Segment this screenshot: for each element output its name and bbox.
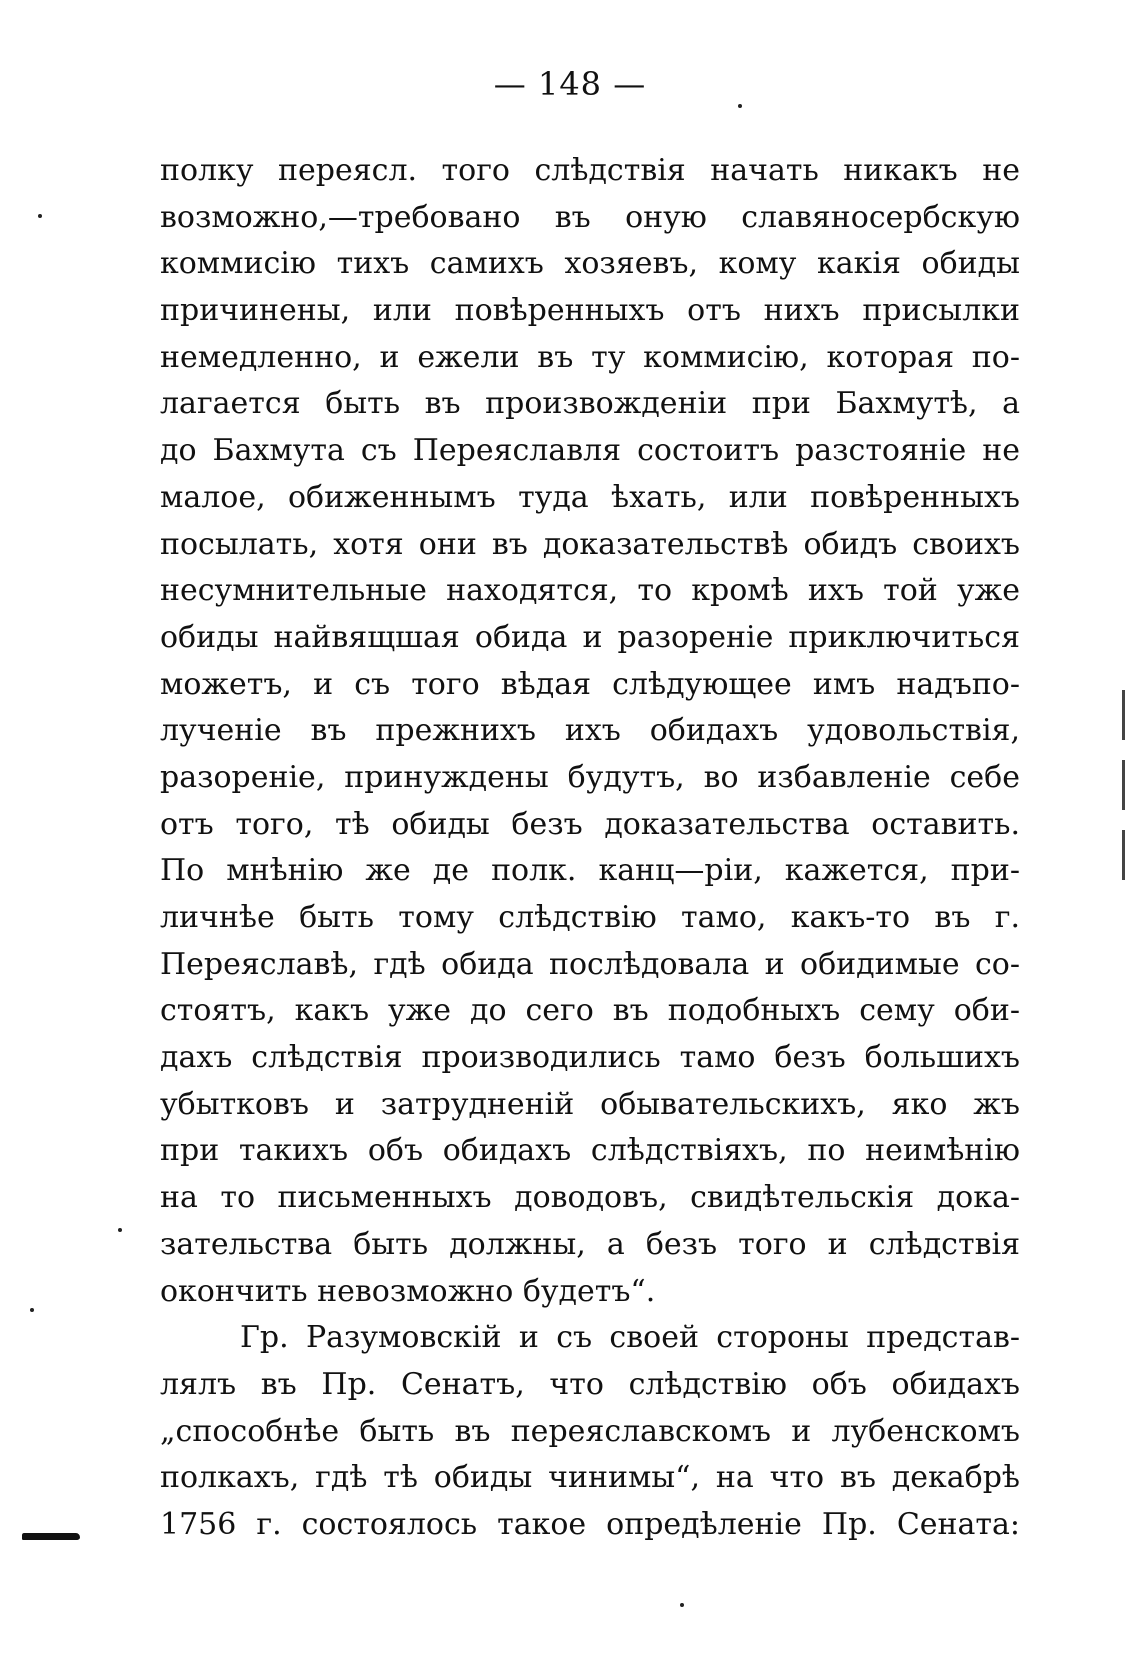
text-line: коммисію тихъ самихъ хозяевъ, кому какія обиды: [160, 246, 1020, 282]
text-line: возможно,—требовано въ оную славяносербскую: [160, 199, 1020, 235]
ink-speck: [38, 214, 42, 218]
text-line: малое, обиженнымъ туда ѣхать, или повѣренныхъ: [160, 479, 1020, 515]
margin-line: [1122, 690, 1125, 740]
page-text: [160, 148, 1020, 1549]
text-line: несумнительные находятся, то кромѣ ихъ той уже: [160, 573, 1020, 609]
ink-speck: [680, 1603, 684, 1607]
text-line: обиды найвящшая обида и разореніе приключиться: [160, 619, 1020, 655]
ink-mark: [22, 1533, 80, 1540]
text-line: убытковъ и затрудненій обывательскихъ, яко жъ: [160, 1086, 1020, 1122]
ink-speck: [118, 1228, 122, 1232]
text-line: можетъ, и съ того вѣдая слѣдующее имъ надъпо-: [160, 666, 1020, 702]
text-line: лученіе въ прежнихъ ихъ обидахъ удовольствія,: [160, 713, 1020, 749]
margin-line: [1122, 760, 1125, 810]
text-line: причинены, или повѣренныхъ отъ нихъ присылки: [160, 293, 1020, 329]
text-line: Переяславѣ, гдѣ обида послѣдовала и обидимые со-: [160, 946, 1020, 982]
paragraph-first-line: Гр. Разумовскій и съ своей стороны представ-: [240, 1320, 1020, 1356]
text-line: полку переясл. того слѣдствія начать никакъ не: [160, 153, 1020, 188]
text-line: полкахъ, гдѣ тѣ обиды чинимы“, на что въ декабрѣ: [160, 1460, 1020, 1496]
text-line: немедленно, и ежели въ ту коммисію, которая по-: [160, 339, 1020, 375]
ink-speck: [738, 104, 742, 108]
text-line: посылать, хотя они въ доказательствѣ обидъ своихъ: [160, 526, 1020, 562]
text-line: отъ того, тѣ обиды безъ доказательства оставить.: [160, 806, 1020, 842]
text-line: лялъ въ Пр. Сенатъ, что слѣдствію объ обидахъ: [160, 1366, 1020, 1402]
text-line: дахъ слѣдствія производились тамо безъ большихъ: [160, 1040, 1020, 1076]
ink-speck: [30, 1308, 34, 1312]
text-line: окончить невозможно будетъ“.: [160, 1273, 656, 1309]
text-line: разореніе, принуждены будутъ, во избавленіе себе: [160, 759, 1020, 795]
text-line: По мнѣнію же де полк. канц—ріи, кажется, при-: [160, 853, 1020, 889]
page-number: — 148 —: [493, 65, 647, 103]
margin-line: [1122, 830, 1125, 880]
text-line: до Бахмута съ Переяславля состоитъ разстояніе не: [160, 433, 1020, 469]
text-line: 1756 г. состоялось такое опредѣленіе Пр. Сената:: [160, 1506, 1020, 1542]
text-line: на то письменныхъ доводовъ, свидѣтельскія дока-: [160, 1180, 1020, 1216]
text-line: зательства быть должны, а безъ того и слѣдствія: [160, 1226, 1020, 1262]
text-line: личнѣе быть тому слѣдствію тамо, какъ-то въ г.: [160, 900, 1020, 935]
text-line: лагается быть въ произвожденіи при Бахмутѣ, а: [160, 386, 1020, 422]
text-line: „способнѣе быть въ переяславскомъ и лубенскомъ: [160, 1413, 1020, 1449]
text-line: при такихъ объ обидахъ слѣдствіяхъ, по неимѣнію: [160, 1133, 1020, 1169]
text-line: стоятъ, какъ уже до сего въ подобныхъ сему оби-: [160, 993, 1020, 1029]
